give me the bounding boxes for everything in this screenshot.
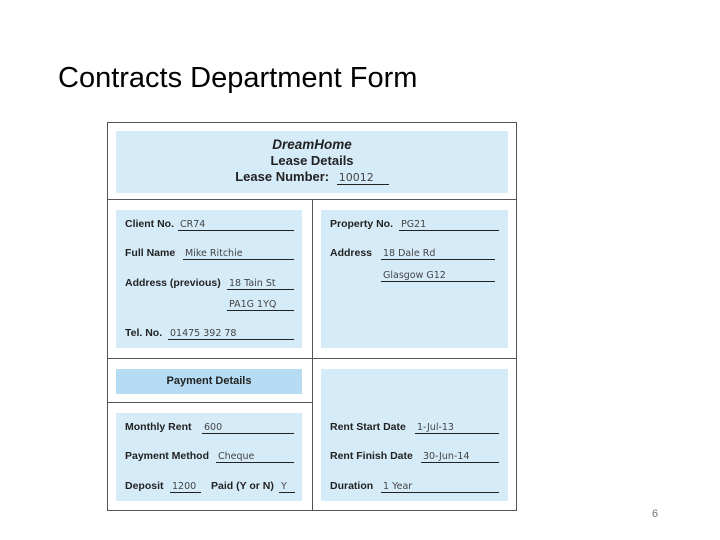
duration-label: Duration (330, 480, 374, 492)
full-name-label: Full Name (125, 247, 176, 259)
deposit-field[interactable]: 1200 (170, 480, 201, 493)
lease-form (107, 122, 517, 511)
slide-title: Contracts Department Form (58, 62, 418, 94)
property-panel (321, 210, 508, 348)
monthly-rent-label: Monthly Rent (125, 421, 192, 433)
rent-start-date-field[interactable]: 1-Jul-13 (415, 421, 499, 434)
rent-finish-date-field[interactable]: 30-Jun-14 (421, 450, 499, 463)
monthly-rent-field[interactable]: 600 (202, 421, 294, 434)
form-subtitle: Lease Details (270, 153, 354, 168)
divider (312, 199, 313, 510)
payment-panel (116, 413, 302, 501)
deposit-label: Deposit (125, 480, 164, 492)
payment-heading-panel (116, 369, 302, 394)
lease-number-label: Lease Number: (235, 169, 330, 184)
tel-no-field[interactable]: 01475 392 78 (168, 327, 294, 340)
client-no-label: Client No. (125, 218, 174, 230)
lease-number-field[interactable]: 10012 (337, 171, 389, 185)
previous-address-label: Address (previous) (125, 277, 221, 289)
payment-method-field[interactable]: Cheque (216, 450, 294, 463)
brand-name: DreamHome (272, 137, 352, 152)
property-address-label: Address (330, 247, 373, 259)
previous-address-line1-field[interactable]: 18 Tain St (227, 277, 294, 290)
paid-label: Paid (Y or N) (211, 480, 274, 492)
client-no-field[interactable]: CR74 (178, 218, 294, 231)
client-panel (116, 210, 302, 348)
header-panel (116, 131, 508, 193)
rent-start-date-label: Rent Start Date (330, 421, 406, 433)
property-no-label: Property No. (330, 218, 394, 230)
divider (108, 402, 312, 403)
rent-finish-date-label: Rent Finish Date (330, 450, 413, 462)
payment-heading: Payment Details (166, 375, 252, 387)
property-address-line1-field[interactable]: 18 Dale Rd (381, 247, 495, 260)
rent-period-panel (321, 369, 508, 501)
payment-method-label: Payment Method (125, 450, 210, 462)
tel-no-label: Tel. No. (125, 327, 163, 339)
property-no-field[interactable]: PG21 (399, 218, 499, 231)
lease-number-row (116, 169, 508, 185)
paid-field[interactable]: Y (279, 480, 295, 493)
duration-field[interactable]: 1 Year (381, 480, 499, 493)
page-number: 6 (652, 508, 659, 520)
property-address-line2-field[interactable]: Glasgow G12 (381, 269, 495, 282)
full-name-field[interactable]: Mike Ritchie (183, 247, 294, 260)
previous-address-line2-field[interactable]: PA1G 1YQ (227, 298, 294, 311)
